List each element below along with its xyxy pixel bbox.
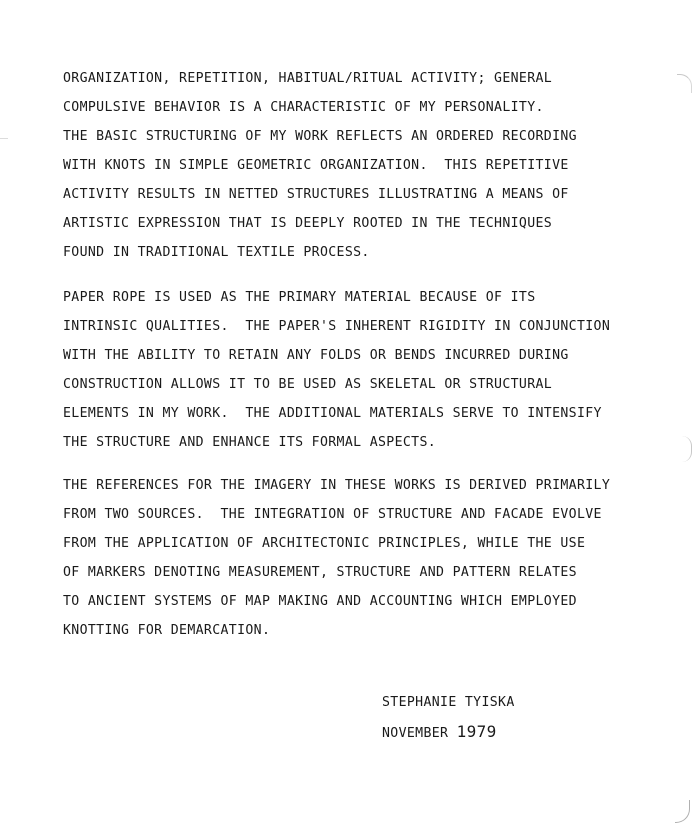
scan-edge-mark — [677, 74, 692, 93]
text-line: ORGANIZATION, REPETITION, HABITUAL/RITUAL ACTIVITY; GENERAL — [63, 71, 553, 86]
signature-year: 1979 — [456, 722, 497, 741]
paragraph-paper-rope — [63, 283, 610, 457]
paragraph-organization — [63, 64, 577, 267]
text-line: OF MARKERS DENOTING MEASUREMENT, STRUCTURE AND PATTERN RELATES — [63, 565, 577, 580]
text-line: FROM THE APPLICATION OF ARCHITECTONIC PRINCIPLES, WHILE THE USE — [63, 536, 586, 551]
text-line: ARTISTIC EXPRESSION THAT IS DEEPLY ROOTED IN THE TECHNIQUES — [63, 216, 553, 231]
text-line: TO ANCIENT SYSTEMS OF MAP MAKING AND ACCOUNTING WHICH EMPLOYED — [63, 594, 577, 609]
text-line: THE REFERENCES FOR THE IMAGERY IN THESE WORKS IS DERIVED PRIMARILY — [63, 478, 611, 493]
signature-date — [382, 717, 515, 746]
text-line: KNOTTING FOR DEMARCATION. — [63, 623, 271, 638]
text-line: COMPULSIVE BEHAVIOR IS A CHARACTERISTIC OF MY PERSONALITY. — [63, 100, 544, 115]
text-line: WITH THE ABILITY TO RETAIN ANY FOLDS OR BENDS INCURRED DURING — [63, 348, 569, 363]
text-line: INTRINSIC QUALITIES. THE PAPER'S INHERENT RIGIDITY IN CONJUNCTION — [63, 319, 611, 334]
text-line: ACTIVITY RESULTS IN NETTED STRUCTURES ILLUSTRATING A MEANS OF — [63, 187, 569, 202]
text-line: WITH KNOTS IN SIMPLE GEOMETRIC ORGANIZATION. THIS REPETITIVE — [63, 158, 569, 173]
scan-edge-mark — [681, 436, 692, 462]
signature-block — [382, 688, 515, 746]
scan-edge-mark — [0, 138, 8, 139]
text-line: PAPER ROPE IS USED AS THE PRIMARY MATERIAL BECAUSE OF ITS — [63, 290, 536, 305]
scan-edge-mark — [675, 800, 690, 823]
text-line: THE STRUCTURE AND ENHANCE ITS FORMAL ASPECTS. — [63, 435, 437, 450]
signature-month: NOVEMBER — [382, 726, 449, 741]
text-line: FOUND IN TRADITIONAL TEXTILE PROCESS. — [63, 245, 370, 260]
signature-name: STEPHANIE TYISKA — [382, 695, 515, 710]
text-line: FROM TWO SOURCES. THE INTEGRATION OF STRUCTURE AND FACADE EVOLVE — [63, 507, 602, 522]
paragraph-references — [63, 471, 610, 645]
text-line: ELEMENTS IN MY WORK. THE ADDITIONAL MATERIALS SERVE TO INTENSIFY — [63, 406, 602, 421]
text-line: THE BASIC STRUCTURING OF MY WORK REFLECTS AN ORDERED RECORDING — [63, 129, 577, 144]
text-line: CONSTRUCTION ALLOWS IT TO BE USED AS SKELETAL OR STRUCTURAL — [63, 377, 553, 392]
